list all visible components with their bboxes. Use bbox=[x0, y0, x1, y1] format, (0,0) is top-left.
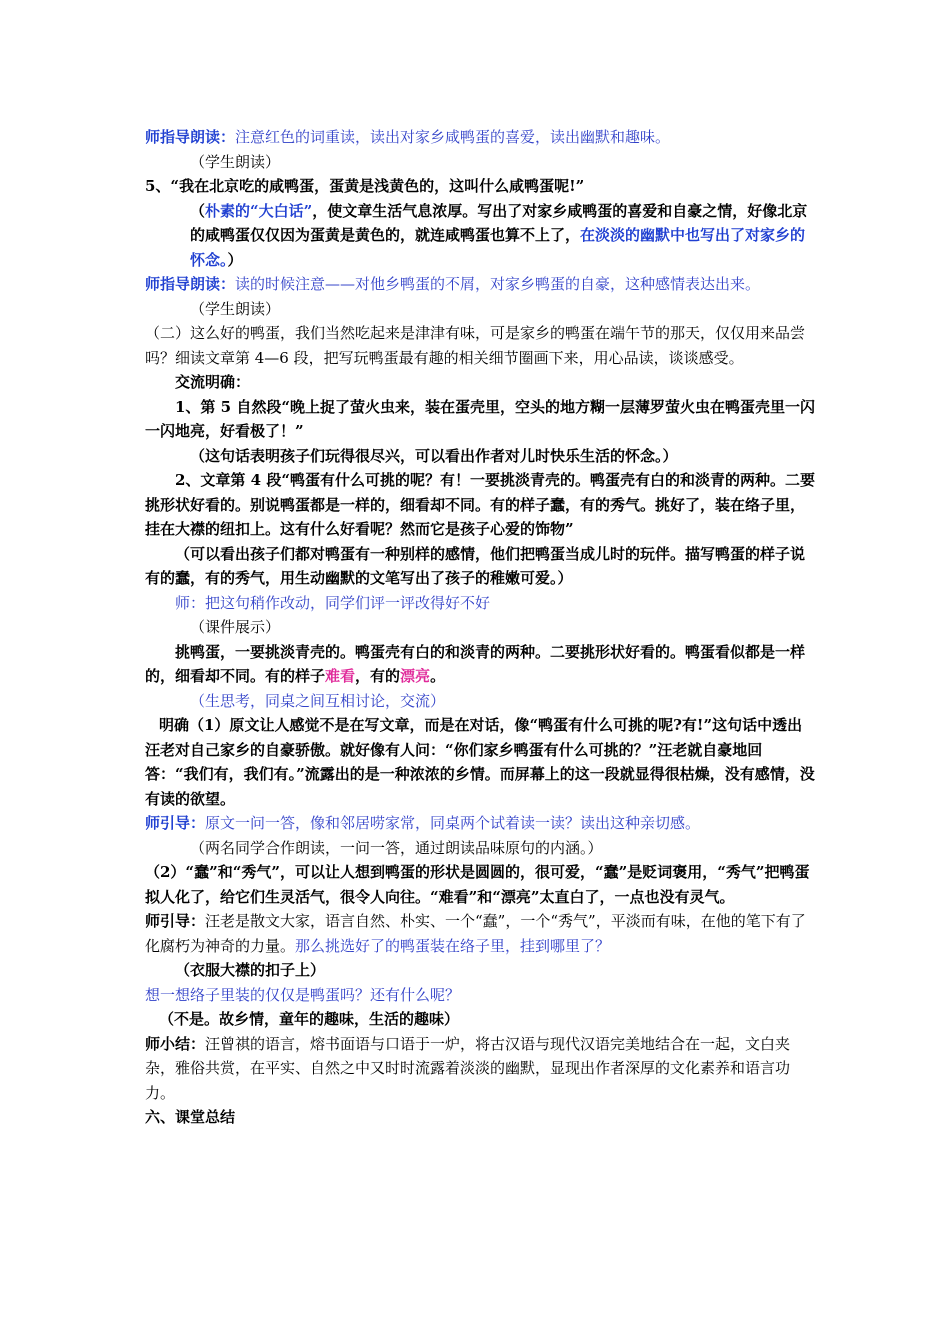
think-question: 想一想络子里装的仅仅是鸭蛋吗？还有什么呢？ bbox=[145, 985, 461, 1004]
point-2-analysis: （可以看出孩子们都对鸭蛋有一种别样的感情，他们把鸭蛋当成儿时的玩伴。描写鸭蛋的样子说有的蠢，有的秀气，用生动幽默的文笔写出了孩子的稚嫩可爱。） bbox=[145, 544, 806, 587]
teacher-label: 师指导朗读： bbox=[145, 128, 236, 146]
teacher-guide-4 bbox=[145, 909, 815, 958]
slide-display: （课件展示） bbox=[190, 618, 281, 636]
section-six-heading: 六、课堂总结 bbox=[145, 1108, 236, 1126]
student-reading-1: （学生朗读） bbox=[190, 152, 281, 171]
guide-text: 汪老是散文大家，语言自然、朴实、一个“蠢”，一个“秀气”，平淡而有味，在他的笔下有了化腐朽为神奇的力量。 bbox=[145, 912, 806, 955]
student-reading-2: （学生朗读） bbox=[190, 299, 281, 318]
teacher-summary bbox=[145, 1032, 815, 1106]
teacher-prompt: 师：把这句稍作改动，同学们评一评改得好不好 bbox=[175, 593, 491, 612]
word-pretty: 漂亮 bbox=[400, 667, 431, 685]
summary-text: 汪曾祺的语言，熔书面语与口语于一炉，将古汉语与现代汉语完美地结合在一起，文白夹杂，雅俗共赏，在平实、自然之中又时时流露着淡淡的幽默，显现出作者深厚的文化素养和语言功力。 bbox=[145, 1034, 791, 1102]
humor-emphasis: 在淡淡的幽默中也写出了对家乡的怀念。 bbox=[190, 226, 806, 269]
section-two-question: （二）这么好的鸭蛋，我们当然吃起来是津津有味，可是家乡的鸭蛋在端午节的那天，仅仅用来品尝吗？细读文章第 4—6 段，把写玩鸭蛋最有趣的相关细节圈画下来，用心品读，谈谈感受。 bbox=[145, 324, 806, 367]
teacher-label: 师指导朗读： bbox=[145, 275, 236, 293]
teacher-reading-guide-2 bbox=[145, 272, 815, 297]
document-body bbox=[145, 125, 815, 1130]
guide-text: 读的时候注意——对他乡鸭蛋的不屑，对家乡鸭蛋的自豪，这种感情表达出来。 bbox=[235, 275, 761, 293]
guide-question: 那么挑选好了的鸭蛋装在络子里，挂到哪里了？ bbox=[295, 936, 611, 955]
quote-5: 5、“我在北京吃的咸鸭蛋，蛋黄是浅黄色的，这叫什么咸鸭蛋呢!” bbox=[145, 177, 585, 195]
summary-label: 师小结： bbox=[145, 1034, 206, 1053]
guide-text: 注意红色的词重读，读出对家乡咸鸭蛋的喜爱，读出幽默和趣味。 bbox=[235, 128, 671, 146]
answer-nostalgia: （不是。故乡情，童年的趣味，生活的趣味） bbox=[159, 1010, 460, 1028]
word-ugly: 难看 bbox=[325, 667, 356, 685]
student-discussion: （生思考，同桌之间互相讨论，交流） bbox=[190, 691, 446, 710]
teacher-label: 师引导： bbox=[145, 912, 206, 930]
teacher-label: 师引导： bbox=[145, 814, 206, 832]
pair-reading: （两名同学合作朗读，一问一答，通过朗读品味原句的内涵。） bbox=[190, 838, 603, 857]
guide-text: 原文一问一答，像和邻居唠家常，同桌两个试着读一读？读出这种亲切感。 bbox=[205, 814, 701, 832]
point-1: 1、第 5 自然段“晚上捉了萤火虫来，装在蛋壳里，空头的地方糊一层薄罗萤火虫在鸭蛋壳里一闪一闪地亮，好看极了！” bbox=[145, 397, 815, 440]
quote-5-analysis: （朴素的“大白话”，使文章生活气息浓厚。写出了对家乡咸鸭蛋的喜爱和自豪之情，好像北京的咸鸭蛋仅仅因为蛋黄是黄色的，就连咸鸭蛋也算不上了，在淡淡的幽默中也写出了对家乡的怀念。） bbox=[190, 201, 808, 269]
answer-lapel-button: （衣服大襟的扣子上） bbox=[175, 961, 326, 979]
conclusion-1: 明确（1）原文让人感觉不是在写文章，而是在对话，像“鸭蛋有什么可挑的呢?有!”这句话中透出汪老对自己家乡的自豪骄傲。就好像有人问：“你们家乡鸭蛋有什么可挑的？”汪老就自豪地回答：“我们有，我们有。”流露出的是一种浓浓的乡情。而屏幕上的这一段就显得很枯燥，没有感情，没有读的欲望。 bbox=[145, 716, 815, 808]
point-2: 2、文章第 4 段“鸭蛋有什么可挑的呢？有！一要挑淡青壳的。鸭蛋壳有白的和淡青的两种。二要挑形状好看的。别说鸭蛋都是一样的，细看却不同。有的样子蠢，有的秀气。挑好了，装在络子里，挂在大襟的纽扣上。这有什么好看呢？然而它是孩子心爱的饰物” bbox=[145, 471, 815, 538]
modified-passage: 挑鸭蛋，一要挑淡青壳的。鸭蛋壳有白的和淡青的两种。二要挑形状好看的。鸭蛋看似都是一样的，细看却不同。有的样子难看，有的漂亮。 bbox=[145, 642, 806, 685]
teacher-guide-3 bbox=[145, 811, 815, 836]
conclusion-2: （2）“蠢”和“秀气”，可以让人想到鸭蛋的形状是圆圆的，很可爱，“蠢”是贬词褒用，“秀气”把鸭蛋拟人化了，给它们生灵活气，很令人向往。“难看”和“漂亮”太直白了，一点也没有灵气。 bbox=[145, 863, 810, 906]
point-1-analysis: （这句话表明孩子们玩得很尽兴，可以看出作者对儿时快乐生活的怀念。） bbox=[190, 446, 678, 465]
teacher-reading-guide-1 bbox=[145, 125, 815, 150]
exchange-heading: 交流明确： bbox=[175, 373, 251, 391]
plain-talk-emphasis: 朴素的“大白话” bbox=[205, 201, 313, 220]
